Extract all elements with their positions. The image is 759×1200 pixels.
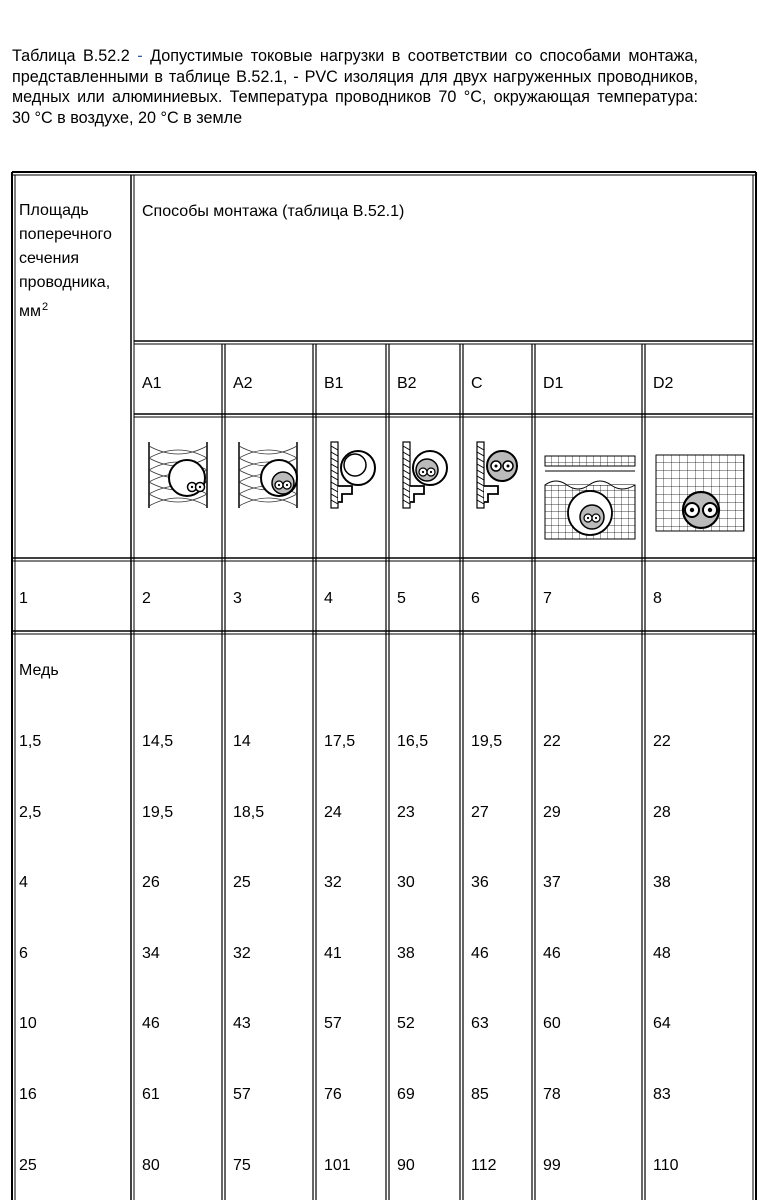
row-value-cell: 61 bbox=[142, 1086, 160, 1103]
column-number-3: 3 bbox=[233, 590, 242, 607]
row-value-cell: 22 bbox=[543, 733, 561, 750]
column-number-1: 1 bbox=[19, 590, 28, 607]
wall-mounted-multicore-conduit-icon bbox=[400, 440, 450, 510]
row-value-cell: 38 bbox=[397, 945, 415, 962]
row-value-cell: 78 bbox=[543, 1086, 561, 1103]
row-size-cell: 6 bbox=[19, 945, 28, 962]
row-value-cell: 17,5 bbox=[324, 733, 356, 750]
wall-clipped-cable-icon bbox=[474, 440, 524, 510]
row-value-cell: 34 bbox=[142, 945, 160, 962]
caption-title: Таблица В.52.2 bbox=[12, 47, 138, 65]
row-value-cell: 75 bbox=[233, 1157, 251, 1174]
column-number-5: 5 bbox=[397, 590, 406, 607]
row-value-cell: 26 bbox=[142, 874, 160, 891]
row-size-cell: 16 bbox=[19, 1086, 37, 1103]
row-value-cell: 101 bbox=[324, 1157, 351, 1174]
row-value-cell: 19,5 bbox=[471, 733, 503, 750]
section-label-copper: Медь bbox=[19, 662, 59, 679]
row-value-cell: 30 bbox=[397, 874, 415, 891]
row-value-cell: 43 bbox=[233, 1015, 251, 1032]
row-value-cell: 32 bbox=[324, 874, 342, 891]
row-size-cell: 2,5 bbox=[19, 804, 42, 821]
row-value-cell: 83 bbox=[653, 1086, 671, 1103]
row-value-cell: 112 bbox=[471, 1157, 497, 1174]
direct-buried-cable-icon bbox=[655, 454, 745, 532]
row-value-cell: 57 bbox=[324, 1015, 342, 1032]
column-number-6: 6 bbox=[471, 590, 480, 607]
row-value-cell: 99 bbox=[543, 1157, 561, 1174]
method-code-d2: D2 bbox=[653, 375, 674, 392]
method-code-a1: A1 bbox=[142, 375, 162, 392]
row-value-cell: 41 bbox=[324, 945, 342, 962]
row-value-cell: 19,5 bbox=[142, 804, 174, 821]
row-value-cell: 18,5 bbox=[233, 804, 265, 821]
caption-text: Допустимые токовые нагрузки в соответствии со способами монтажа, представленными в таблице В.52.1, - PVC изоляция для двух нагруженных проводников, медных или алюминиевых. Температура проводников 70 °С, окружающая температура: 30 °С в воздухе, 20 °С в земле bbox=[12, 47, 699, 127]
row-value-cell: 60 bbox=[543, 1015, 561, 1032]
row-value-cell: 80 bbox=[142, 1157, 160, 1174]
row-value-cell: 110 bbox=[653, 1157, 679, 1174]
area-header-unit-sup: 2 bbox=[42, 301, 49, 313]
row-size-cell: 1,5 bbox=[19, 733, 42, 750]
insulated-wall-multicore-conduit-icon bbox=[235, 440, 301, 510]
row-value-cell: 64 bbox=[653, 1015, 671, 1032]
row-value-cell: 90 bbox=[397, 1157, 415, 1174]
column-number-4: 4 bbox=[324, 590, 333, 607]
row-value-cell: 38 bbox=[653, 874, 671, 891]
column-number-7: 7 bbox=[543, 590, 552, 607]
row-value-cell: 23 bbox=[397, 804, 415, 821]
row-value-cell: 25 bbox=[233, 874, 251, 891]
row-value-cell: 36 bbox=[471, 874, 489, 891]
row-value-cell: 29 bbox=[543, 804, 561, 821]
method-code-b2: B2 bbox=[397, 375, 417, 392]
row-value-cell: 52 bbox=[397, 1015, 415, 1032]
area-header-label: Площадь поперечного сечения проводника, bbox=[19, 202, 112, 291]
row-size-cell: 10 bbox=[19, 1015, 37, 1032]
row-value-cell: 46 bbox=[543, 945, 561, 962]
insulated-wall-conduit-cable-icon bbox=[145, 440, 211, 510]
column-number-2: 2 bbox=[142, 590, 151, 607]
method-code-a2: A2 bbox=[233, 375, 253, 392]
row-value-cell: 69 bbox=[397, 1086, 415, 1103]
method-code-d1: D1 bbox=[543, 375, 564, 392]
methods-header: Способы монтажа (таблица В.52.1) bbox=[142, 203, 405, 220]
row-value-cell: 16,5 bbox=[397, 733, 429, 750]
underground-duct-icon bbox=[544, 455, 636, 541]
row-size-cell: 25 bbox=[19, 1157, 37, 1174]
column-number-8: 8 bbox=[653, 590, 662, 607]
row-value-cell: 57 bbox=[233, 1086, 251, 1103]
method-code-c: C bbox=[471, 375, 483, 392]
row-value-cell: 14,5 bbox=[142, 733, 174, 750]
method-code-b1: B1 bbox=[324, 375, 344, 392]
area-header bbox=[19, 199, 131, 324]
caption-dash: - bbox=[137, 47, 143, 65]
row-value-cell: 63 bbox=[471, 1015, 489, 1032]
row-size-cell: 4 bbox=[19, 874, 28, 891]
row-value-cell: 48 bbox=[653, 945, 671, 962]
row-value-cell: 27 bbox=[471, 804, 489, 821]
table-caption bbox=[12, 46, 698, 128]
row-value-cell: 14 bbox=[233, 733, 251, 750]
row-value-cell: 76 bbox=[324, 1086, 342, 1103]
wall-mounted-conduit-icon bbox=[328, 440, 378, 510]
row-value-cell: 22 bbox=[653, 733, 671, 750]
row-value-cell: 24 bbox=[324, 804, 342, 821]
row-value-cell: 28 bbox=[653, 804, 671, 821]
area-header-unit: мм bbox=[19, 303, 41, 320]
row-value-cell: 37 bbox=[543, 874, 561, 891]
row-value-cell: 46 bbox=[471, 945, 489, 962]
row-value-cell: 32 bbox=[233, 945, 251, 962]
row-value-cell: 46 bbox=[142, 1015, 160, 1032]
row-value-cell: 85 bbox=[471, 1086, 489, 1103]
